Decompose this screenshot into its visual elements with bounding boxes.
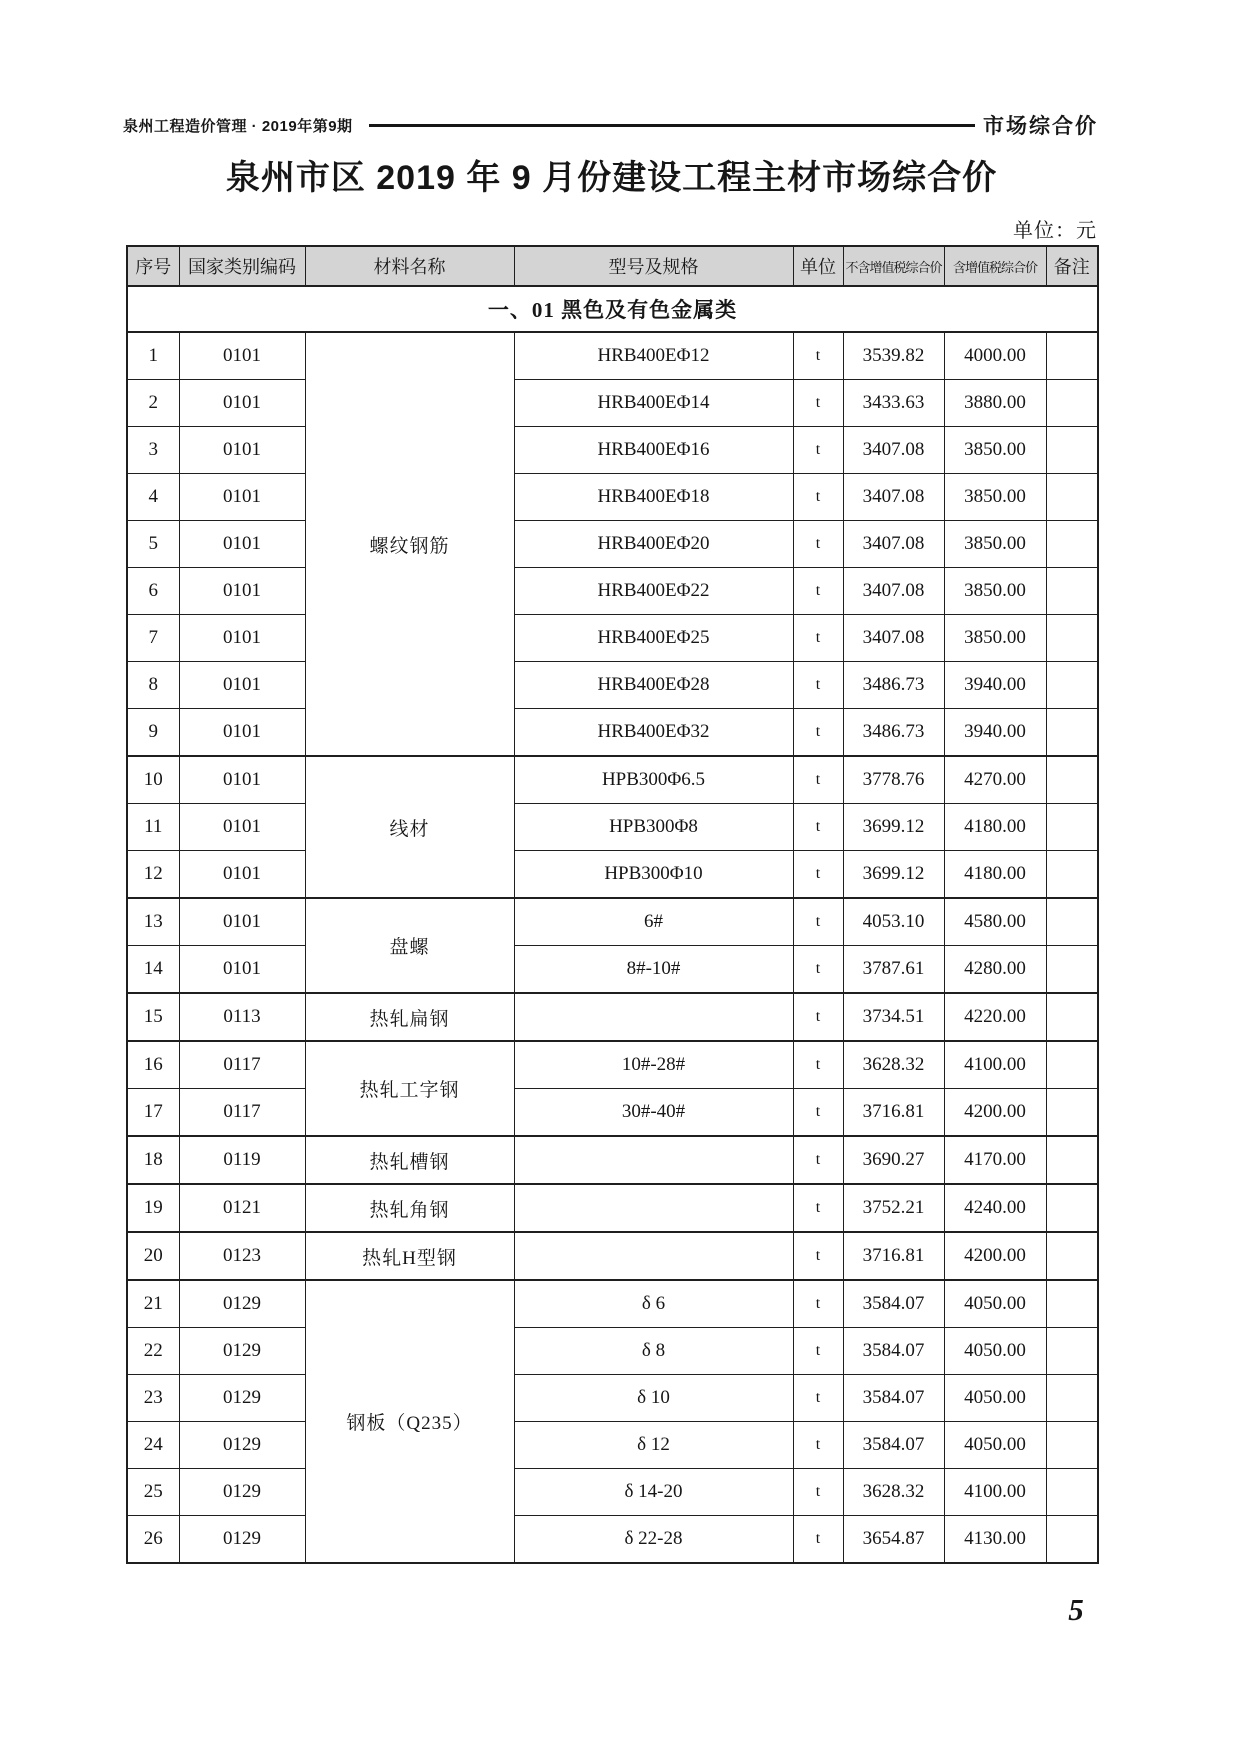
cell-no: 6 bbox=[127, 568, 179, 615]
cell-spec: HRB400EΦ28 bbox=[514, 662, 793, 709]
cell-no: 15 bbox=[127, 993, 179, 1041]
cell-no: 8 bbox=[127, 662, 179, 709]
cell-note bbox=[1046, 1041, 1098, 1089]
cell-price_incl: 4580.00 bbox=[944, 898, 1046, 946]
cell-price_excl: 3628.32 bbox=[843, 1469, 944, 1516]
table-row bbox=[127, 615, 1098, 662]
table-row bbox=[127, 851, 1098, 899]
table-row bbox=[127, 756, 1098, 804]
cell-unit: t bbox=[793, 568, 843, 615]
cell-code: 0113 bbox=[179, 993, 305, 1041]
cell-code: 0101 bbox=[179, 662, 305, 709]
cell-note bbox=[1046, 1516, 1098, 1564]
cell-no: 21 bbox=[127, 1280, 179, 1328]
cell-spec: HRB400EΦ16 bbox=[514, 427, 793, 474]
table-row bbox=[127, 1089, 1098, 1137]
cell-code: 0101 bbox=[179, 898, 305, 946]
cell-unit: t bbox=[793, 851, 843, 899]
running-header-section: 市场综合价 bbox=[983, 115, 1098, 138]
col-header-material: 材料名称 bbox=[305, 246, 514, 286]
cell-note bbox=[1046, 662, 1098, 709]
cell-price_incl: 4180.00 bbox=[944, 804, 1046, 851]
cell-material: 热轧H型钢 bbox=[305, 1232, 514, 1280]
cell-price_incl: 4100.00 bbox=[944, 1041, 1046, 1089]
cell-note bbox=[1046, 756, 1098, 804]
cell-price_excl: 3407.08 bbox=[843, 615, 944, 662]
cell-spec: HRB400EΦ18 bbox=[514, 474, 793, 521]
cell-spec: 30#-40# bbox=[514, 1089, 793, 1137]
cell-code: 0123 bbox=[179, 1232, 305, 1280]
section-title: 一、01 黑色及有色金属类 bbox=[127, 286, 1098, 332]
table-row bbox=[127, 709, 1098, 757]
cell-no: 22 bbox=[127, 1328, 179, 1375]
cell-unit: t bbox=[793, 1422, 843, 1469]
cell-material: 热轧槽钢 bbox=[305, 1136, 514, 1184]
cell-code: 0101 bbox=[179, 380, 305, 427]
cell-spec: 8#-10# bbox=[514, 946, 793, 994]
cell-no: 23 bbox=[127, 1375, 179, 1422]
cell-note bbox=[1046, 1422, 1098, 1469]
table-row bbox=[127, 946, 1098, 994]
cell-price_excl: 3584.07 bbox=[843, 1422, 944, 1469]
cell-unit: t bbox=[793, 756, 843, 804]
cell-code: 0129 bbox=[179, 1516, 305, 1564]
col-header-code: 国家类别编码 bbox=[179, 246, 305, 286]
unit-note: 单位：元 bbox=[1013, 220, 1097, 242]
cell-spec: HRB400EΦ22 bbox=[514, 568, 793, 615]
cell-material: 热轧扁钢 bbox=[305, 993, 514, 1041]
cell-price_incl: 4100.00 bbox=[944, 1469, 1046, 1516]
cell-price_excl: 3539.82 bbox=[843, 332, 944, 380]
cell-note bbox=[1046, 1328, 1098, 1375]
cell-no: 3 bbox=[127, 427, 179, 474]
cell-no: 25 bbox=[127, 1469, 179, 1516]
cell-note bbox=[1046, 851, 1098, 899]
table-row bbox=[127, 1184, 1098, 1232]
cell-no: 2 bbox=[127, 380, 179, 427]
cell-price_excl: 3433.63 bbox=[843, 380, 944, 427]
table-row bbox=[127, 804, 1098, 851]
cell-code: 0101 bbox=[179, 521, 305, 568]
cell-no: 1 bbox=[127, 332, 179, 380]
cell-price_incl: 4170.00 bbox=[944, 1136, 1046, 1184]
cell-unit: t bbox=[793, 898, 843, 946]
cell-material: 线材 bbox=[305, 756, 514, 898]
cell-spec: δ 8 bbox=[514, 1328, 793, 1375]
col-header-unit: 单位 bbox=[793, 246, 843, 286]
header-rule bbox=[369, 124, 975, 127]
cell-note bbox=[1046, 709, 1098, 757]
cell-price_incl: 4050.00 bbox=[944, 1280, 1046, 1328]
cell-price_incl: 4200.00 bbox=[944, 1089, 1046, 1137]
page-number: 5 bbox=[1068, 1592, 1084, 1627]
cell-price_excl: 3584.07 bbox=[843, 1280, 944, 1328]
cell-price_excl: 3486.73 bbox=[843, 662, 944, 709]
cell-price_incl: 4130.00 bbox=[944, 1516, 1046, 1564]
cell-no: 12 bbox=[127, 851, 179, 899]
table-row bbox=[127, 1136, 1098, 1184]
cell-price_excl: 3628.32 bbox=[843, 1041, 944, 1089]
cell-material: 钢板（Q235） bbox=[305, 1280, 514, 1563]
cell-code: 0129 bbox=[179, 1375, 305, 1422]
cell-price_incl: 3940.00 bbox=[944, 662, 1046, 709]
cell-unit: t bbox=[793, 946, 843, 994]
cell-unit: t bbox=[793, 332, 843, 380]
cell-code: 0129 bbox=[179, 1422, 305, 1469]
cell-price_incl: 4240.00 bbox=[944, 1184, 1046, 1232]
cell-material: 螺纹钢筋 bbox=[305, 332, 514, 756]
cell-code: 0101 bbox=[179, 946, 305, 994]
cell-code: 0117 bbox=[179, 1041, 305, 1089]
cell-spec: HRB400EΦ12 bbox=[514, 332, 793, 380]
running-header bbox=[123, 108, 1098, 142]
cell-no: 26 bbox=[127, 1516, 179, 1564]
cell-price_incl: 4200.00 bbox=[944, 1232, 1046, 1280]
cell-spec: 6# bbox=[514, 898, 793, 946]
cell-price_excl: 3407.08 bbox=[843, 474, 944, 521]
cell-note bbox=[1046, 946, 1098, 994]
cell-unit: t bbox=[793, 427, 843, 474]
cell-unit: t bbox=[793, 380, 843, 427]
cell-price_excl: 4053.10 bbox=[843, 898, 944, 946]
table-row bbox=[127, 1375, 1098, 1422]
cell-note bbox=[1046, 1184, 1098, 1232]
cell-unit: t bbox=[793, 709, 843, 757]
cell-spec: HPB300Φ6.5 bbox=[514, 756, 793, 804]
cell-no: 10 bbox=[127, 756, 179, 804]
cell-unit: t bbox=[793, 521, 843, 568]
table-row bbox=[127, 1328, 1098, 1375]
col-header-price_incl: 含增值税综合价 bbox=[944, 246, 1046, 286]
cell-unit: t bbox=[793, 1184, 843, 1232]
cell-price_excl: 3584.07 bbox=[843, 1328, 944, 1375]
cell-price_excl: 3699.12 bbox=[843, 804, 944, 851]
cell-price_incl: 4050.00 bbox=[944, 1422, 1046, 1469]
cell-no: 20 bbox=[127, 1232, 179, 1280]
cell-price_excl: 3716.81 bbox=[843, 1232, 944, 1280]
cell-no: 4 bbox=[127, 474, 179, 521]
cell-note bbox=[1046, 1469, 1098, 1516]
cell-note bbox=[1046, 1089, 1098, 1137]
cell-note bbox=[1046, 427, 1098, 474]
cell-spec: HPB300Φ10 bbox=[514, 851, 793, 899]
cell-spec bbox=[514, 993, 793, 1041]
cell-code: 0101 bbox=[179, 709, 305, 757]
cell-spec bbox=[514, 1184, 793, 1232]
cell-spec: δ 10 bbox=[514, 1375, 793, 1422]
cell-note bbox=[1046, 804, 1098, 851]
cell-price_incl: 3850.00 bbox=[944, 568, 1046, 615]
cell-unit: t bbox=[793, 1375, 843, 1422]
cell-code: 0101 bbox=[179, 804, 305, 851]
cell-no: 9 bbox=[127, 709, 179, 757]
cell-no: 16 bbox=[127, 1041, 179, 1089]
table-row bbox=[127, 993, 1098, 1041]
cell-spec: HRB400EΦ14 bbox=[514, 380, 793, 427]
cell-price_excl: 3716.81 bbox=[843, 1089, 944, 1137]
page-title: 泉州市区 2019 年 9 月份建设工程主材市场综合价 bbox=[225, 159, 998, 197]
cell-spec: δ 6 bbox=[514, 1280, 793, 1328]
table-row bbox=[127, 1469, 1098, 1516]
cell-no: 19 bbox=[127, 1184, 179, 1232]
cell-spec: HRB400EΦ20 bbox=[514, 521, 793, 568]
cell-price_incl: 4270.00 bbox=[944, 756, 1046, 804]
cell-code: 0101 bbox=[179, 332, 305, 380]
cell-price_incl: 3850.00 bbox=[944, 615, 1046, 662]
cell-code: 0117 bbox=[179, 1089, 305, 1137]
cell-note bbox=[1046, 380, 1098, 427]
table-row bbox=[127, 1280, 1098, 1328]
cell-price_excl: 3690.27 bbox=[843, 1136, 944, 1184]
cell-no: 13 bbox=[127, 898, 179, 946]
cell-price_incl: 3880.00 bbox=[944, 380, 1046, 427]
journal-title: 泉州工程造价管理 · 2019年第9期 bbox=[123, 117, 353, 135]
cell-price_excl: 3486.73 bbox=[843, 709, 944, 757]
cell-unit: t bbox=[793, 662, 843, 709]
table-header-row bbox=[127, 246, 1098, 286]
cell-price_excl: 3584.07 bbox=[843, 1375, 944, 1422]
cell-code: 0121 bbox=[179, 1184, 305, 1232]
cell-note bbox=[1046, 898, 1098, 946]
cell-price_excl: 3699.12 bbox=[843, 851, 944, 899]
cell-price_incl: 4000.00 bbox=[944, 332, 1046, 380]
cell-price_excl: 3778.76 bbox=[843, 756, 944, 804]
table-row bbox=[127, 1232, 1098, 1280]
table-row bbox=[127, 1516, 1098, 1564]
cell-spec: δ 12 bbox=[514, 1422, 793, 1469]
section-row bbox=[127, 286, 1098, 332]
cell-note bbox=[1046, 521, 1098, 568]
cell-spec bbox=[514, 1232, 793, 1280]
cell-note bbox=[1046, 568, 1098, 615]
cell-no: 17 bbox=[127, 1089, 179, 1137]
cell-note bbox=[1046, 1136, 1098, 1184]
cell-price_incl: 4180.00 bbox=[944, 851, 1046, 899]
cell-price_incl: 4050.00 bbox=[944, 1328, 1046, 1375]
table-row bbox=[127, 474, 1098, 521]
table-row bbox=[127, 568, 1098, 615]
cell-price_incl: 4050.00 bbox=[944, 1375, 1046, 1422]
cell-price_incl: 3850.00 bbox=[944, 427, 1046, 474]
cell-unit: t bbox=[793, 1136, 843, 1184]
cell-unit: t bbox=[793, 1232, 843, 1280]
cell-no: 18 bbox=[127, 1136, 179, 1184]
cell-code: 0101 bbox=[179, 474, 305, 521]
cell-unit: t bbox=[793, 474, 843, 521]
cell-spec bbox=[514, 1136, 793, 1184]
cell-unit: t bbox=[793, 993, 843, 1041]
cell-price_excl: 3407.08 bbox=[843, 521, 944, 568]
cell-price_excl: 3407.08 bbox=[843, 568, 944, 615]
cell-note bbox=[1046, 1232, 1098, 1280]
cell-price_excl: 3654.87 bbox=[843, 1516, 944, 1564]
cell-note bbox=[1046, 332, 1098, 380]
cell-spec: HRB400EΦ25 bbox=[514, 615, 793, 662]
table-row bbox=[127, 898, 1098, 946]
table-row bbox=[127, 1422, 1098, 1469]
cell-spec: HRB400EΦ32 bbox=[514, 709, 793, 757]
cell-code: 0129 bbox=[179, 1280, 305, 1328]
cell-spec: δ 14-20 bbox=[514, 1469, 793, 1516]
cell-note bbox=[1046, 474, 1098, 521]
cell-price_incl: 3850.00 bbox=[944, 521, 1046, 568]
table-row bbox=[127, 427, 1098, 474]
col-header-note: 备注 bbox=[1046, 246, 1098, 286]
cell-note bbox=[1046, 993, 1098, 1041]
cell-no: 11 bbox=[127, 804, 179, 851]
cell-unit: t bbox=[793, 1469, 843, 1516]
cell-code: 0101 bbox=[179, 851, 305, 899]
cell-note bbox=[1046, 1280, 1098, 1328]
cell-unit: t bbox=[793, 804, 843, 851]
cell-price_excl: 3407.08 bbox=[843, 427, 944, 474]
cell-note bbox=[1046, 1375, 1098, 1422]
cell-unit: t bbox=[793, 1328, 843, 1375]
cell-spec: δ 22-28 bbox=[514, 1516, 793, 1564]
table-row bbox=[127, 662, 1098, 709]
cell-code: 0101 bbox=[179, 568, 305, 615]
cell-unit: t bbox=[793, 1089, 843, 1137]
cell-code: 0129 bbox=[179, 1469, 305, 1516]
cell-material: 盘螺 bbox=[305, 898, 514, 993]
table-row bbox=[127, 1041, 1098, 1089]
table-row bbox=[127, 380, 1098, 427]
cell-unit: t bbox=[793, 615, 843, 662]
cell-code: 0119 bbox=[179, 1136, 305, 1184]
col-header-spec: 型号及规格 bbox=[514, 246, 793, 286]
col-header-price_excl: 不含增值税综合价 bbox=[843, 246, 944, 286]
cell-no: 5 bbox=[127, 521, 179, 568]
table-row bbox=[127, 332, 1098, 380]
col-header-no: 序号 bbox=[127, 246, 179, 286]
cell-price_incl: 3940.00 bbox=[944, 709, 1046, 757]
cell-material: 热轧工字钢 bbox=[305, 1041, 514, 1136]
table-row bbox=[127, 521, 1098, 568]
cell-price_excl: 3752.21 bbox=[843, 1184, 944, 1232]
cell-no: 7 bbox=[127, 615, 179, 662]
cell-price_excl: 3787.61 bbox=[843, 946, 944, 994]
cell-price_incl: 4280.00 bbox=[944, 946, 1046, 994]
materials-price-table bbox=[126, 245, 1099, 1564]
cell-no: 24 bbox=[127, 1422, 179, 1469]
cell-code: 0129 bbox=[179, 1328, 305, 1375]
cell-code: 0101 bbox=[179, 615, 305, 662]
cell-unit: t bbox=[793, 1280, 843, 1328]
cell-material: 热轧角钢 bbox=[305, 1184, 514, 1232]
cell-price_incl: 3850.00 bbox=[944, 474, 1046, 521]
cell-unit: t bbox=[793, 1516, 843, 1564]
cell-unit: t bbox=[793, 1041, 843, 1089]
cell-code: 0101 bbox=[179, 756, 305, 804]
cell-note bbox=[1046, 615, 1098, 662]
cell-spec: HPB300Φ8 bbox=[514, 804, 793, 851]
cell-no: 14 bbox=[127, 946, 179, 994]
cell-spec: 10#-28# bbox=[514, 1041, 793, 1089]
cell-price_excl: 3734.51 bbox=[843, 993, 944, 1041]
cell-price_incl: 4220.00 bbox=[944, 993, 1046, 1041]
cell-code: 0101 bbox=[179, 427, 305, 474]
